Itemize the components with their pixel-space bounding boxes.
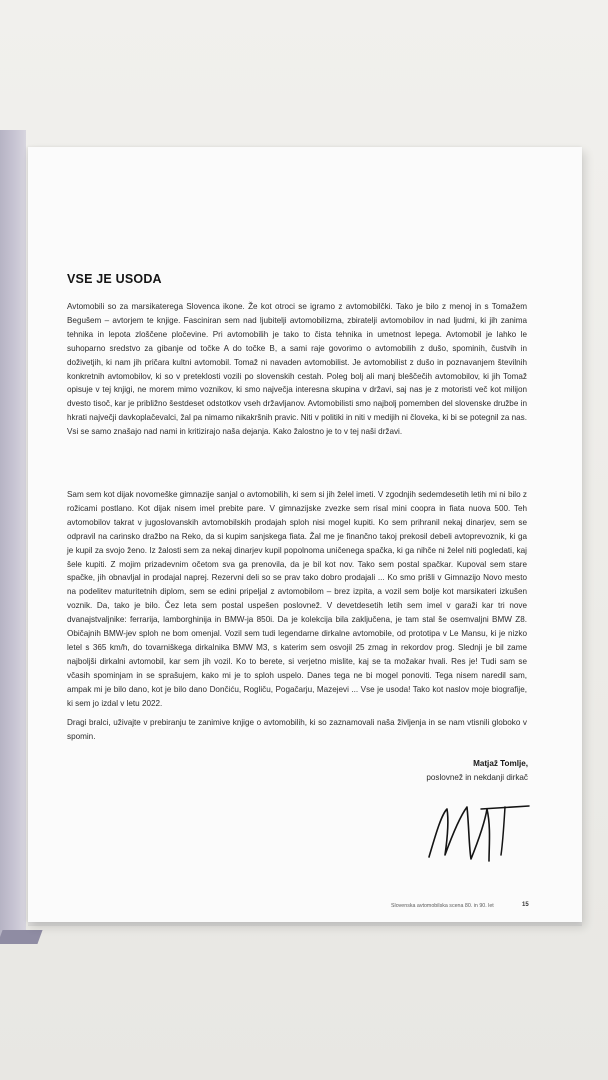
page-heading: VSE JE USODA xyxy=(67,272,162,286)
paragraph-2: Sam sem kot dijak novomeške gimnazije sanjal o avtomobilih, ki sem si jih želel imeti. V zgodnjih sedemdesetih letih mi ni bilo z rožicami postlano. Kot dijak nisem imel prebite pare. V gimnazijske zvezke sem risal mini coopra in fiata nuova 500. Teh avtomobilov takrat v jugoslovanskih avtomobilskih prodajah sploh nisi mogel kupiti. Ko sem prihranil nekaj dinarjev, sem se odpravil na carinsko dražbo na Reko, da si kupim sanjskega fiata. Žal me je finančno takoj prekosil debeli avtoprevoznik, ki ga je kupil za svojo ženo. Iz žalosti sem za nekaj dinarjev kupil popolnoma uničenega spačka, ki ga nihče ni želel niti pogledati, kaj šele kupiti. Z mojim prizadevnim očetom sva ga prenovila, da je bil kot nov. Tako sem postal spačkar. Kupoval sem stare spačke, jih obnavljal in prodajal naprej. Rezervni deli so se prav tako dobro prodajali ... Ko smo prišli v Gimnazijo Novo mesto na podelitev maturitetnih diplom, sem se edini pripeljal z avtomobilom – brez izpita, a vozil sem bolje kot marsikateri izkušen voznik. Da, tako je bilo. Čez leta sem postal uspešen poslovnež. V devetdesetih letih sem imel v garaži kar tri nove dvanajstvaljnike: ferrarija, lamborghinija in BMW-ja 850i. Da je kolekcija bila zaključena, je tam stal še osemvaljni BMW Z8. Običajnih BMW-jev sploh ne bom omenjal. Vozil sem tudi legendarne dirkalne avtomobile, od prototipa v Le Mansu, ki je nizko letel s 365 km/h, do tovarniškega dirkalnika BMW M3, s katerim sem osvojil 25 zmag in rekordov prog. Slednji je bil zame najboljši dirkalni avtomobil, kar sem jih vozil. Ko to berete, si verjetno mislite, kaj se ta možakar hvali. Res je! Tudi sam se včasih spominjam in se sprašujem, kako mi je to sploh uspelo. Danes tega ne bi mogel ponoviti. Tega nisem naredil sam, ampak mi je bilo dano, kot je bilo dano Dončiću, Rogliču, Pogačarju, Mazejevi ... Vse je usoda! Tako kot naslov moje biografije, ki sem jo izdal v letu 2022. xyxy=(67,490,527,708)
paragraph-1: Avtomobili so za marsikaterega Slovenca ikone. Že kot otroci se igramo z avtomobilčki. Tako je bilo z menoj in s Tomažem Begušem – avtorjem te knjige. Fasciniran sem nad ljubitelji avtomobilizma, zbiratelji avtomobilov in nad ljudmi, ki jih zanima tehnika in lepota zloščene pločevine. Pri avtomobilih je tako to čista tehnika in umetnost lepega. Avtomobil je lahko le suhoparno sredstvo za gibanje od točke A do točke B, a sami raje govorimo o avtomobilih z dušo, spominih, čustvih in doživetjih, ki nam jih pričara kultni avtomobil. Tomaž ni navaden avtomobilist. Je avtomobilist z dušo in poznavanjem številnih konkretnih avtomobilov, ki so v preteklosti vozili po slovenskih cestah. Poleg bolj ali manj bleščečih avtomobilov, ki jih Tomaž opisuje v tej knjigi, ne morem mimo voznikov, ki smo največja interesna skupina v državi, saj nas je z motoristi več kot milijon dvesto tisoč, kar je približno šestdeset odstotkov vseh državljanov. Avtomobilisti smo najbolj pomemben del slovenske družbe in hkrati največji davkoplačevalci, žal pa nimamo nikakršnih pravic. Niti v politiki in niti v medijih ni človeka, ki bi se potegnil za nas. Vsi se samo znašajo nad nami in kritizirajo naša dejanja. Kako žalostno je to v tej naši državi. xyxy=(67,302,527,437)
book-cover-edge xyxy=(0,130,26,942)
signer-block xyxy=(426,757,528,785)
running-footer: Slovenska avtomobilska scena 80. in 90. let xyxy=(391,903,494,909)
handwritten-signature xyxy=(425,797,533,869)
signer-name: Matjaž Tomlje, xyxy=(473,759,528,768)
paragraph-3: Dragi bralci, uživajte v prebiranju te zanimive knjige o avtomobilih, ki so zaznamovali naša življenja in se nam vtisnili globoko v spomin. xyxy=(67,718,527,741)
page-number: 15 xyxy=(522,902,529,908)
signer-role: poslovnež in nekdanji dirkač xyxy=(426,772,528,782)
book-cover-corner xyxy=(0,930,43,944)
